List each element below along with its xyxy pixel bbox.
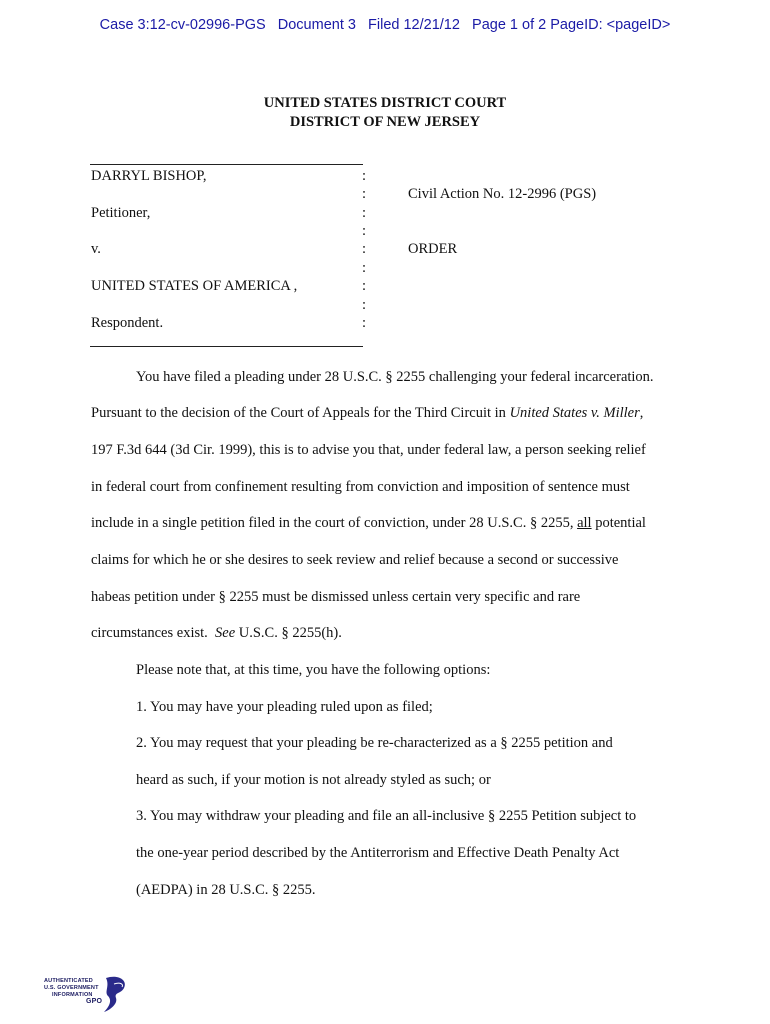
caption-colon: : (362, 241, 367, 257)
body-line: Please note that, at this time, you have the following options: (136, 662, 491, 678)
caption-colon: : (362, 205, 367, 221)
body-line (91, 515, 646, 532)
body-line: You have filed a pleading under 28 U.S.C. § 2255 challenging your federal incarceration. (136, 369, 654, 385)
caption-colon: : (362, 186, 367, 202)
logo-text: U.S. GOVERNMENT (44, 985, 99, 991)
body-text: U.S.C. § 2255(h). (235, 625, 342, 641)
body-text: potential (591, 515, 646, 531)
logo-text: INFORMATION (52, 992, 93, 998)
body-text: circumstances exist. (91, 625, 216, 641)
court-district: DISTRICT OF NEW JERSEY (289, 114, 481, 130)
underlined-word: all (577, 515, 592, 531)
civil-action-number: Civil Action No. 12-2996 (PGS) (408, 186, 597, 202)
option-2: 2. You may request that your pleading be re-characterized as a § 2255 petition and (136, 735, 613, 751)
caption-colon: : (362, 297, 367, 313)
body-line (91, 405, 643, 422)
signal-word: See (215, 625, 236, 641)
versus-label: v. (91, 241, 101, 257)
caption-colon: : (362, 223, 367, 239)
court-name: UNITED STATES DISTRICT COURT (263, 95, 507, 111)
body-text: , (639, 405, 644, 421)
logo-mark: GPO (86, 998, 103, 1005)
respondent-role: Respondent. (91, 315, 164, 331)
body-text: include in a single petition filed in the court of conviction, under 28 U.S.C. § 2255, (91, 515, 578, 531)
caption-colon: : (362, 260, 367, 276)
body-line: in federal court from confinement resulting from conviction and imposition of sentence must (91, 479, 630, 495)
body-line: claims for which he or she desires to seek review and relief because a second or successive (91, 552, 619, 568)
option-1: 1. You may have your pleading ruled upon as filed; (136, 699, 433, 715)
petitioner-name: DARRYL BISHOP, (91, 168, 207, 184)
body-line: 197 F.3d 644 (3d Cir. 1999), this is to advise you that, under federal law, a person seeking relief (91, 442, 646, 458)
case-citation: United States v. Miller (509, 405, 640, 421)
caption-colon: : (362, 278, 367, 294)
body-text: Pursuant to the decision of the Court of Appeals for the Third Circuit in (91, 405, 510, 421)
body-line (91, 625, 342, 642)
document-type: ORDER (408, 241, 458, 257)
petitioner-role: Petitioner, (91, 205, 151, 221)
option-3-cont: the one-year period described by the Antiterrorism and Effective Death Penalty Act (136, 845, 620, 861)
caption-colon: : (362, 168, 367, 184)
court-heading (0, 94, 770, 132)
option-3: 3. You may withdraw your pleading and file an all-inclusive § 2255 Petition subject to (136, 808, 637, 824)
caption-bottom-rule (90, 346, 363, 347)
option-3-cont: (AEDPA) in 28 U.S.C. § 2255. (136, 882, 316, 898)
respondent-name: UNITED STATES OF AMERICA , (91, 278, 298, 294)
caption-top-rule (90, 164, 363, 165)
caption-colon: : (362, 315, 367, 331)
ecf-header-stamp: Case 3:12-cv-02996-PGS Document 3 Filed 12/21/12 Page 1 of 2 PageID: <pageID> (99, 17, 671, 33)
logo-text: AUTHENTICATED (44, 978, 93, 984)
body-line: habeas petition under § 2255 must be dismissed unless certain very specific and rare (91, 589, 581, 605)
option-2-cont: heard as such, if your motion is not already styled as such; or (136, 772, 491, 788)
